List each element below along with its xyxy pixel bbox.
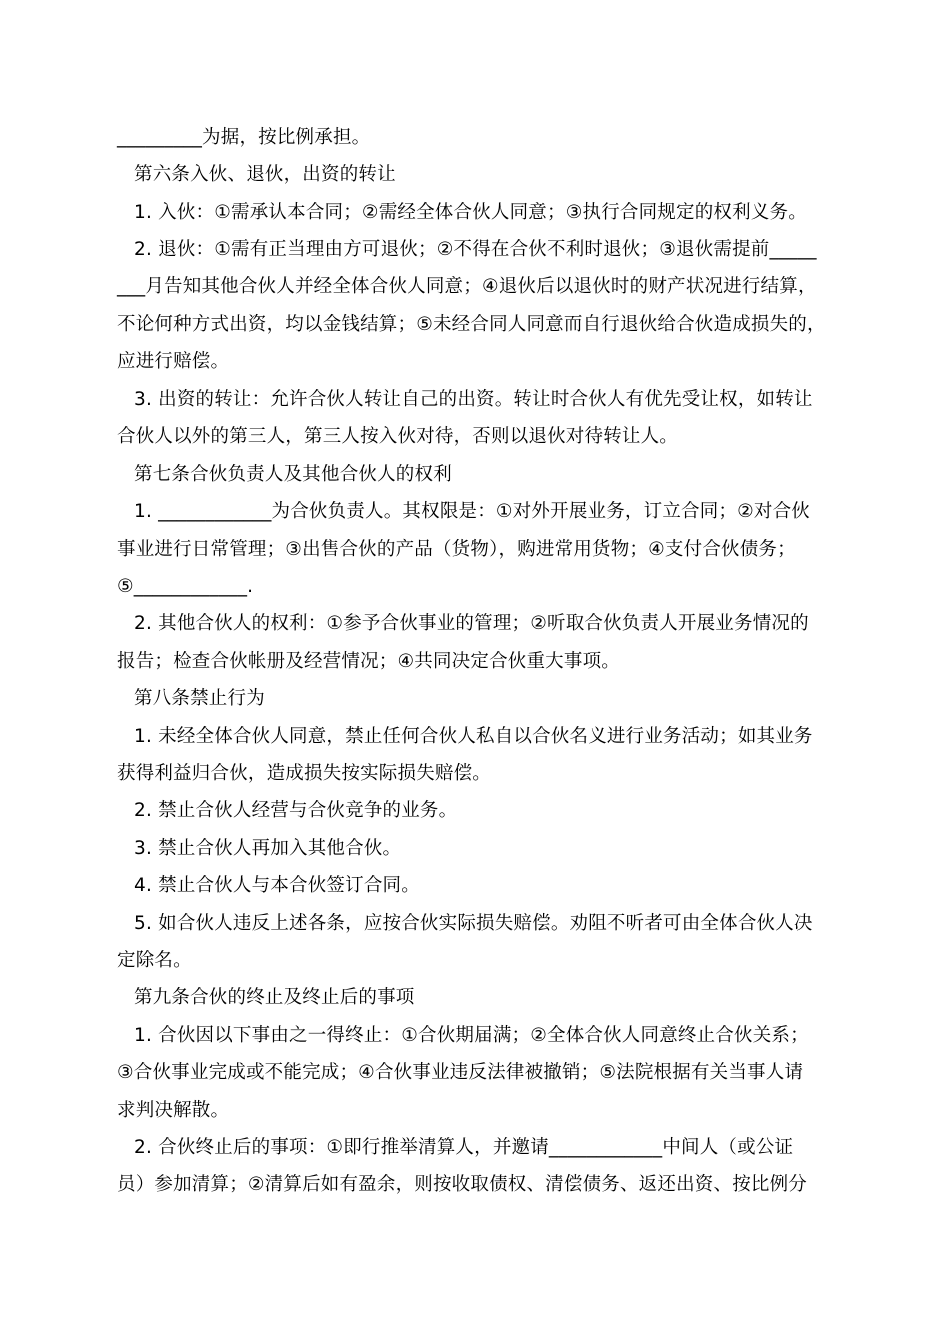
text-line: 报告；检查合伙帐册及经营情况；④共同决定合伙重大事项。 [117, 651, 620, 672]
text-line: 应进行赔偿。 [117, 351, 230, 372]
text-line: 合伙人以外的第三人，第三人按入伙对待，否则以退伙对待转让人。 [117, 426, 679, 447]
text-line: ___月告知其他合伙人并经全体合伙人同意；④退伙后以退伙时的财产状况进行结算， [117, 276, 817, 297]
text-line: 2. 其他合伙人的权利：①参予合伙事业的管理；②听取合伙负责人开展业务情况的 [134, 613, 809, 634]
section-heading: 第七条合伙负责人及其他合伙人的权利 [134, 464, 452, 485]
text-line: 员）参加清算；②清算后如有盈余，则按收取债权、清偿债务、返还出资、按比例分 [117, 1174, 807, 1195]
section-heading: 第六条入伙、退伙，出资的转让 [134, 164, 396, 185]
text-line: 2. 合伙终止后的事项：①即行推举清算人，并邀请____________中间人（或公证 [134, 1137, 794, 1158]
text-line: 1. 合伙因以下事由之一得终止：①合伙期届满；②全体合伙人同意终止合伙关系； [134, 1025, 809, 1046]
section-heading: 第九条合伙的终止及终止后的事项 [134, 987, 415, 1008]
section-heading: 第八条禁止行为 [134, 688, 265, 709]
text-line: ⑤____________. [117, 576, 254, 597]
text-line: 2. 退伙：①需有正当理由方可退伙；②不得在合伙不利时退伙；③退伙需提前_____ [134, 239, 817, 260]
text-line: 事业进行日常管理；③出售合伙的产品（货物），购进常用货物；④支付合伙债务； [117, 539, 796, 560]
text-line: 定除名。 [117, 950, 192, 971]
text-line: 4. 禁止合伙人与本合伙签订合同。 [134, 875, 420, 896]
text-line: _________为据，按比例承担。 [117, 127, 371, 148]
text-line: 不论何种方式出资，均以金钱结算；⑤未经合同人同意而自行退伙给合伙造成损失的， [117, 314, 826, 335]
text-line: 1. 入伙：①需承认本合同；②需经全体合伙人同意；③执行合同规定的权利义务。 [134, 202, 807, 223]
text-line: 2. 禁止合伙人经营与合伙竞争的业务。 [134, 800, 458, 821]
text-line: 1. ____________为合伙负责人。其权限是：①对外开展业务，订立合同；②对合伙 [134, 501, 811, 522]
text-line: 3. 禁止合伙人再加入其他合伙。 [134, 838, 402, 859]
text-line: 5. 如合伙人违反上述各条，应按合伙实际损失赔偿。劝阻不听者可由全体合伙人决 [134, 913, 813, 934]
text-line: 获得利益归合伙，造成损失按实际损失赔偿。 [117, 763, 492, 784]
text-line: 求判决解散。 [117, 1100, 230, 1121]
text-line: 1. 未经全体合伙人同意，禁止任何合伙人私自以合伙名义进行业务活动；如其业务 [134, 726, 813, 747]
text-line: ③合伙事业完成或不能完成；④合伙事业违反法律被撤销；⑤法院根据有关当事人请 [117, 1062, 804, 1083]
text-line: 3. 出资的转让：允许合伙人转让自己的出资。转让时合伙人有优先受让权，如转让 [134, 389, 813, 410]
